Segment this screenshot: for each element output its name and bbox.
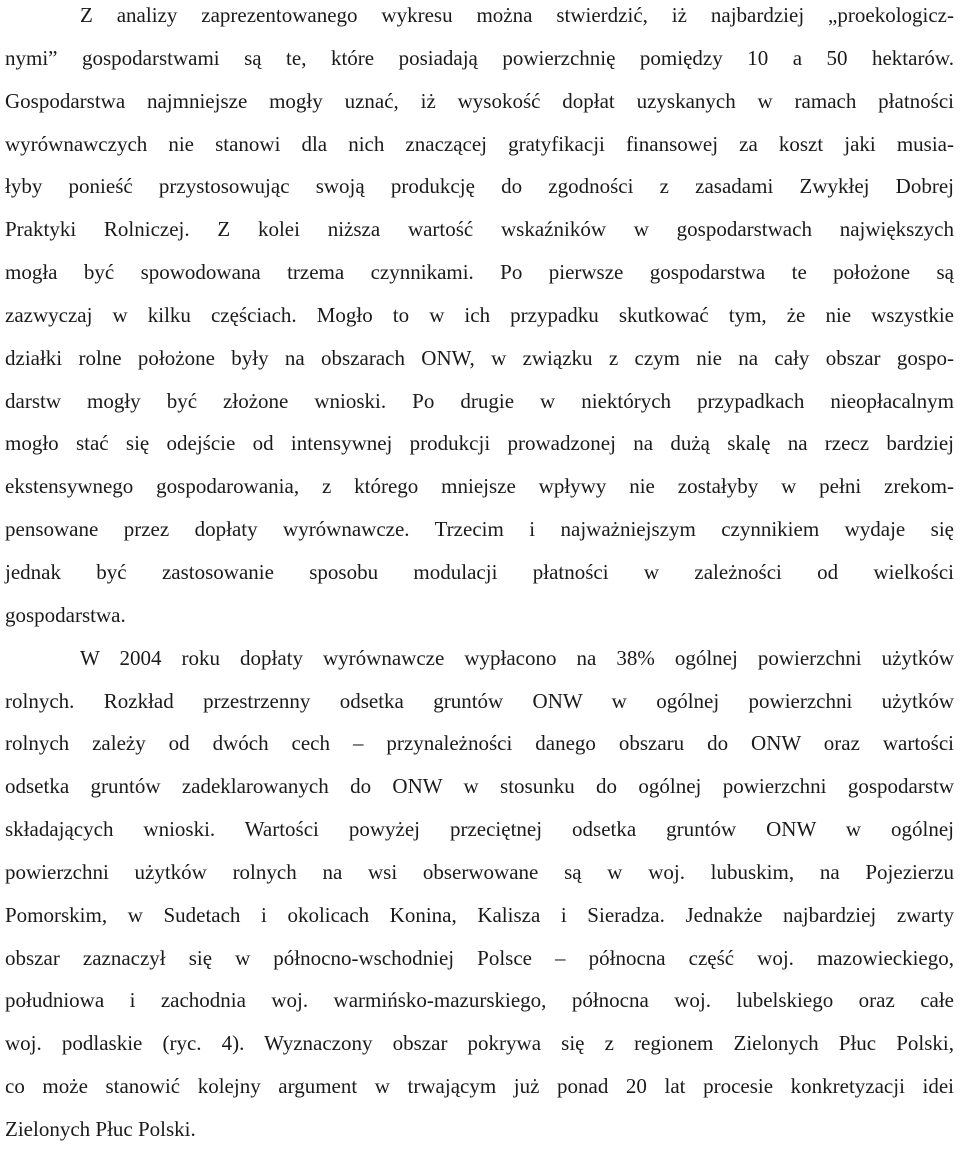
text-line: mogło stać się odejście od intensywnej produkcji prowadzonej na dużą skalę na rzecz bardziej xyxy=(5,431,954,455)
text-line: Zielonych Płuc Polski. xyxy=(5,1117,196,1141)
text-line: W 2004 roku dopłaty wyrównawcze wypłacono na 38% ogólnej powierzchni użytków xyxy=(80,646,954,670)
text-line: darstw mogły być złożone wnioski. Po drugie w niektórych przypadkach nieopłacalnym xyxy=(5,389,954,413)
text-line: mogła być spowodowana trzema czynnikami. Po pierwsze gospodarstwa te położone są xyxy=(5,260,954,284)
text-line: składających wnioski. Wartości powyżej przeciętnej odsetka gruntów ONW w ogólnej xyxy=(5,817,954,841)
text-line: odsetka gruntów zadeklarowanych do ONW w stosunku do ogólnej powierzchni gospodarstw xyxy=(5,774,954,798)
text-line: nymi” gospodarstwami są te, które posiadają powierzchnię pomiędzy 10 a 50 hektarów. xyxy=(5,46,954,70)
text-line: zazwyczaj w kilku częściach. Mogło to w ich przypadku skutkować tym, że nie wszystkie xyxy=(5,303,954,327)
text-line: rolnych. Rozkład przestrzenny odsetka gruntów ONW w ogólnej powierzchni użytków xyxy=(5,689,954,713)
text-line: działki rolne położone były na obszarach ONW, w związku z czym nie na cały obszar gospo- xyxy=(5,346,954,370)
text-line: pensowane przez dopłaty wyrównawcze. Trzecim i najważniejszym czynnikiem wydaje się xyxy=(5,517,954,541)
text-line: powierzchni użytków rolnych na wsi obserwowane są w woj. lubuskim, na Pojezierzu xyxy=(5,860,954,884)
text-line: wyrównawczych nie stanowi dla nich znaczącej gratyfikacji finansowej za koszt jaki musia- xyxy=(5,132,954,156)
text-line: obszar zaznaczył się w północno-wschodniej Polsce – północna część woj. mazowieckiego, xyxy=(5,946,954,970)
text-line: woj. podlaskie (ryc. 4). Wyznaczony obszar pokrywa się z regionem Zielonych Płuc Polski, xyxy=(5,1031,954,1055)
text-line: co może stanowić kolejny argument w trwającym już ponad 20 lat procesie konkretyzacji idei xyxy=(5,1074,954,1098)
text-line: ekstensywnego gospodarowania, z którego mniejsze wpływy nie zostałyby w pełni zrekom- xyxy=(5,474,954,498)
text-line: Praktyki Rolniczej. Z kolei niższa wartość wskaźników w gospodarstwach największych xyxy=(5,217,954,241)
text-line: łyby ponieść przystosowując swoją produkcję do zgodności z zasadami Zwykłej Dobrej xyxy=(5,174,954,198)
text-line: Z analizy zaprezentowanego wykresu można stwierdzić, iż najbardziej „proekologicz- xyxy=(80,3,954,27)
text-line: jednak być zastosowanie sposobu modulacji płatności w zależności od wielkości xyxy=(5,560,954,584)
text-line: południowa i zachodnia woj. warmińsko-mazurskiego, północna woj. lubelskiego oraz całe xyxy=(5,988,954,1012)
text-line: rolnych zależy od dwóch cech – przynależności danego obszaru do ONW oraz wartości xyxy=(5,731,954,755)
text-line: gospodarstwa. xyxy=(5,603,126,627)
text-line: Gospodarstwa najmniejsze mogły uznać, iż wysokość dopłat uzyskanych w ramach płatności xyxy=(5,89,954,113)
text-line: Pomorskim, w Sudetach i okolicach Konina, Kalisza i Sieradza. Jednakże najbardziej zwarty xyxy=(5,903,954,927)
